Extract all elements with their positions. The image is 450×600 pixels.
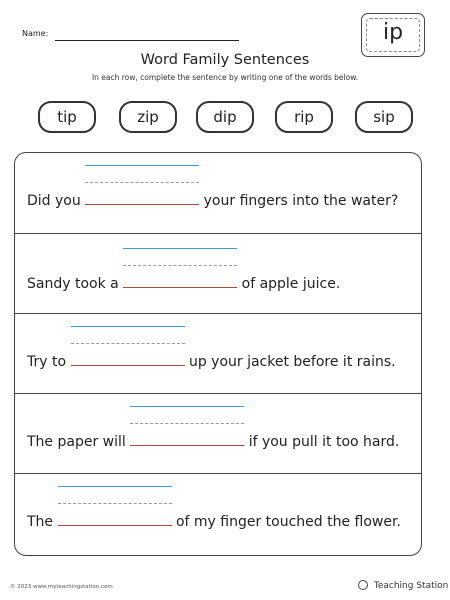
copyright-text: © 2023 www.myteachingstation.com	[10, 584, 113, 590]
sentence-row-1	[15, 153, 421, 233]
sentence-row-5	[15, 473, 421, 554]
sentence-row-2	[15, 233, 421, 314]
sentence-2-blank[interactable]	[123, 274, 237, 288]
sentence-4-after: if you pull it too hard.	[248, 434, 400, 450]
word-family-label: ip	[382, 20, 404, 45]
sentence-1-blank[interactable]	[85, 191, 199, 205]
word-bank-zip: zip	[119, 101, 177, 133]
brand-logo	[358, 580, 448, 591]
sentence-row-3	[15, 313, 421, 394]
word-bank-dip: dip	[196, 101, 254, 133]
sentence-row-4	[15, 393, 421, 474]
name-label: Name:	[22, 29, 49, 38]
sentence-5-before: The	[27, 514, 54, 530]
word-bank-sip: sip	[355, 101, 413, 133]
instructions-text: In each row, complete the sentence by writing one of the words below.	[91, 73, 359, 82]
sentence-panel	[14, 152, 422, 556]
word-bank-tip: tip	[38, 101, 96, 133]
word-bank-rip: rip	[275, 101, 333, 133]
sentence-2-after: of apple juice.	[241, 276, 341, 292]
sentence-3-before: Try to	[27, 354, 67, 370]
sentence-5-after: of my finger touched the flower.	[175, 514, 401, 530]
sentence-1-after: your fingers into the water?	[203, 193, 399, 209]
word-family-badge	[361, 13, 425, 57]
teaching-station-logo-icon	[358, 580, 368, 590]
sentence-3-after: up your jacket before it rains.	[188, 354, 396, 370]
sentence-1-before: Did you	[27, 193, 81, 209]
sentence-4-blank[interactable]	[130, 432, 244, 446]
sentence-5-blank[interactable]	[58, 512, 172, 526]
name-write-line[interactable]	[55, 40, 239, 41]
worksheet-title: Word Family Sentences	[140, 52, 310, 68]
sentence-3-blank[interactable]	[71, 352, 185, 366]
brand-name: Teaching Station	[373, 581, 449, 591]
sentence-2-before: Sandy took a	[27, 276, 119, 292]
sentence-4-before: The paper will	[27, 434, 126, 450]
